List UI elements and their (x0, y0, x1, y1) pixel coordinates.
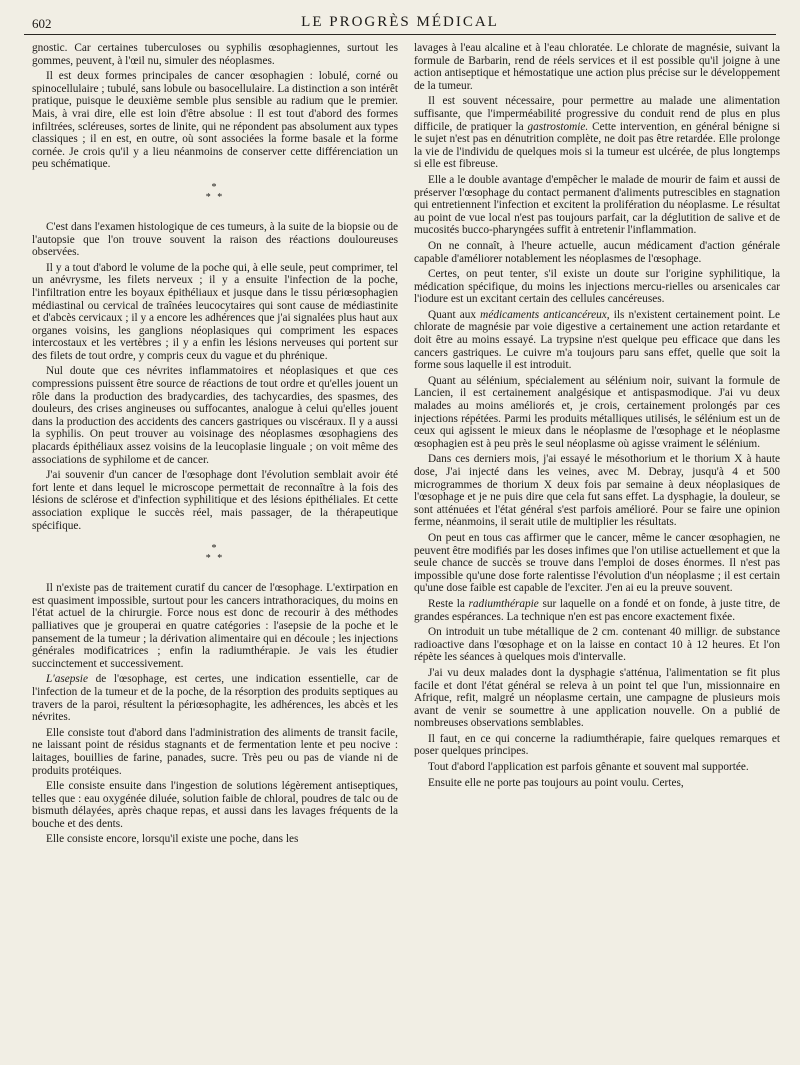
paragraph: Elle consiste encore, lorsqu'il existe une poche, dans les (46, 833, 299, 846)
asterism-top: * (211, 543, 219, 555)
paragraph-text: sur laquelle on a fondé et on fonde, à juste titre, de grandes espérances. La technique n'en est pas encore exactement fixée. (414, 597, 780, 623)
paragraph: C'est dans l'examen histologique de ces tumeurs, à la suite de la biopsie ou de l'autopsie que l'on trouve souvent la raison des réactions douloureuses observées. (32, 220, 398, 259)
paragraph: Elle consiste tout d'abord dans l'administration des aliments de transit facile, ne laissant point de résidus stagnants et de fermentation lente et peu nocive : laitages, bouillies de farine, panades, sucre. Très peu ou pas de viande ni de produits protéiques. (32, 726, 398, 777)
paragraph: On introduit un tube métallique de 2 cm. contenant 40 milligr. de substance radioactive dans l'œsophage et on la laisse en contact 10 à 12 heures. Et l'on répète les séances à quelques mois d'intervalle. (414, 626, 780, 664)
page-header (24, 10, 776, 35)
paragraph: gnostic. Car certaines tuberculoses ou syphilis œsophagiennes, surtout les gommes, peuvent, à l'œil nu, simuler des néoplasmes. (32, 42, 398, 67)
paragraph-text: ils n'existent certainement point. Le chlorate de magnésie par voie digestive a certainement une action retardante et doit être au moins essayé. La trypsine n'est quelque peu efficace que dans les cancers gastriques. Le cuivre m'a toujours paru sans effet, quelle que soit la forme sous laquelle il est introduit. (414, 308, 780, 372)
paragraph: Dans ces derniers mois, j'ai essayé le mésothorium et le thorium X à haute dose, J'ai injecté dans les veines, avec M. Debray, jusqu'à 4 et 500 microgrammes de thorium X deux fois par semaine à deux néoplasiques de l'œsophage et je ne puis dire que cela fut sans effet. La dysphagie, la douleur, se sont atténuées et l'état général s'est parfois amélioré. Pour se faire une opinion ferme, néanmoins, il serait utile de multiplier les résultats. (414, 453, 780, 529)
paragraph-text: Reste la (428, 597, 469, 610)
paragraph-text: Il est souvent nécessaire, pour permettre au malade une alimentation suffisante, que l'imperméabilité progressive du conduit rend de plus en plus difficile, de pratiquer la (414, 95, 780, 133)
italic-term: médicaments anticancéreux, (480, 308, 610, 321)
paragraph: Il est deux formes principales de cancer œsophagien : lobulé, corné ou spinocellulaire ; tubulé, sans lobule ou basocellulaire. La distinction a son intérêt pratique, puisque le deuxième semble plus sensible au radium que le premier. Mais, à vrai dire, elle est loin d'être absolue : Il est tout d'abord des formes infiltrées, scléreuses, sortes de linite, qui ne répondent pas absolument aux types classiques ; il en est, en outre, où sont associées la forme basale et la forme cornée. Je crois qu'il y a lieu néanmoins de conserver cette différenciation un peu schématique. (32, 70, 398, 171)
italic-term: gastrostomie. (527, 120, 589, 133)
italic-term: L'asepsie (46, 673, 88, 686)
asterism-bottom: * * (205, 553, 225, 565)
paragraph: Tout d'abord l'application est parfois gênante et souvent mal supportée. (428, 761, 749, 774)
paragraph: On ne connaît, à l'heure actuelle, aucun médicament d'action générale capable d'améliorer notablement les néoplasmes de l'œsophage. (414, 239, 780, 265)
paragraph: lavages à l'eau alcaline et à l'eau chloratée. Le chlorate de magnésie, suivant la formule de Barbarin, rend de réels services et il est possible qu'il joigne à une action antiseptique et hémostatique une action plus précise sur le développement de la tumeur. (414, 42, 780, 92)
paragraph: Il n'existe pas de traitement curatif du cancer de l'œsophage. L'extirpation en est quasiment impossible, surtout pour les cancers intrathoraciques, du moins en l'état actuel de la chirurgie. Force nous est donc de recourir à des méthodes palliatives que je grouperai en quatre catégories : l'asepsie de la poche et le pansement de la tumeur ; la dérivation alimentaire qui en découle ; les injections générales modificatrices ; enfin la radiumthérapie. Je vais les étudier succinctement et successivement. (32, 582, 398, 670)
section-separator (32, 544, 398, 564)
section-separator (32, 183, 398, 203)
paragraph (414, 309, 780, 372)
paragraph: Quant au sélénium, spécialement au sélénium noir, suivant la formule de Lancien, il est certainement analgésique et antispasmodique. J'ai vu deux malades au moins améliorés et, je crois, certainement prolongés par ces injections répétées. Parmi les produits métalliques utilisés, le sélénium est un de ceux qui agissent le mieux dans le néoplasme de l'œsophage et le néoplasme œsophagien est à peu près le seul néoplasme où agisse vraiment le sélénium. (414, 374, 780, 450)
paragraph (414, 598, 780, 623)
paragraph: Il faut, en ce qui concerne la radiumthérapie, faire quelques remarques et poser quelques principes. (414, 732, 780, 758)
paragraph-text: de l'œsophage, est certes, une indication essentielle, car de l'infection de la tumeur et de la poche, de la résorption des produits septiques au travers de la paroi, résultent la périœsophagite, les adhérences, les abcès et les névrites. (32, 673, 398, 724)
asterism-bottom: * * (205, 191, 225, 203)
paragraph: J'ai souvenir d'un cancer de l'œsophage dont l'évolution semblait avoir été fort lente et dans lequel le microscope permettait de reconnaître à la fois des lésions de sclérose et d'infection syphilitique et des lésions épithéliales. Et cette association explique le succès réel, mais passager, de la thérapeutique spécifique. (32, 469, 398, 532)
paragraph: Nul doute que ces névrites inflammatoires et néoplasiques et que ces compressions puissent être source de réactions de tout ordre et qu'elles jouent un rôle dans la production des bradycardies, des tachycardies, des spasmes, des douleurs, des crises angineuses ou suffocantes, analogue à celui qu'elles jouent dans la production des accidents des cancers gastriques ou viscéraux. Il y a aussi la syphilis. On peut trouver au voisinage des néoplasmes œsophagiens des placards épithéliaux assez voisins de la leucoplasie linguale ; on voit même des associations de syphilome et de cancer. (32, 365, 398, 466)
italic-term: radiumthérapie (468, 597, 539, 610)
left-column (32, 42, 398, 849)
paragraph (414, 95, 780, 171)
journal-title: LE PROGRÈS MÉDICAL (301, 14, 499, 30)
right-column (414, 42, 780, 792)
paragraph: Certes, on peut tenter, s'il existe un doute sur l'origine syphilitique, la médication spécifique, du moins les injections mercu-rielles ou arsenicales car l'iodure est un excitant certain des cellules cancéreuses. (414, 268, 780, 306)
page-number: 602 (32, 16, 52, 31)
paragraph: J'ai vu deux malades dont la dysphagie s'atténua, l'alimentation se fit plus facile et dont l'état général se releva à un point tel que l'un, missionnaire en Afrique, refit, malgré un néoplasme certain, une campagne de plusieurs mois avant de venir se soumettre à une application nouvelle. On a publié de nombreuses observations semblables. (414, 666, 780, 730)
paragraph: Il y a tout d'abord le volume de la poche qui, à elle seule, peut comprimer, tel un anévrysme, les filets nerveux ; il y a ensuite l'infection de la poche, l'infiltration entre les boyaux épithéliaux et jusque dans le tissu périœsophagien médiastinal ou cervical de traînées leucocytaires qui sont cause de médiastinite et d'abcès cervicaux ; il y a encore les adhérences que j'ai signalées plus haut aux organes voisins, les ganglions néoplasiques qui compriment les espaces intercostaux et les vertèbres ; il y a enfin les lésions nerveuses qui portent sur des filets de tout ordre, y compris ceux du vague et du phrénique. (32, 261, 398, 362)
paragraph: Elle consiste ensuite dans l'ingestion de solutions légèrement antiseptiques, telles que : eau oxygénée diluée, solution faible de chloral, poudres de talc ou de bismuth délayées, après chaque repas, et aussi dans les lavages fréquents de la bouche et des dents. (32, 780, 398, 830)
paragraph: Ensuite elle ne porte pas toujours au point voulu. Certes, (428, 776, 684, 789)
paragraph-text: Cette intervention, en général bénigne si le sujet n'est pas en dénutrition complète, ne doit pas être retardée. Elle prolonge la vie de l'individu de quelques mois si la tumeur est ulcérée, de plus longtemps si elle est fibreuse. (414, 120, 780, 171)
paragraph: On peut en tous cas affirmer que le cancer, même le cancer œsophagien, ne peuvent être modifiés par les doses infimes que l'on utilise actuellement et que la seule chance de succès se trouve dans l'emploi de doses énormes. Il n'est pas impossible qu'une dose forte ralentisse l'évolution d'un néoplasme ; il est certain qu'une dose faible est capable de l'exciter. J'en ai eu la preuve souvent. (414, 531, 780, 595)
asterism-top: * (211, 181, 219, 193)
paragraph-text: Quant aux (428, 308, 481, 321)
paragraph (32, 673, 398, 723)
paragraph: Elle a le double avantage d'empêcher le malade de mourir de faim et aussi de préserver l'œsophage du contact permanent d'aliments putrescibles en stagnation qui entretiennent l'infection et excitent la prolifération du néoplasme. Le résultat au point de vue local n'est pas toujours parfait, car la déglutition de salive et de mucosités bucco-pharyngées suffit à entretenir l'inflammation. (414, 173, 780, 237)
